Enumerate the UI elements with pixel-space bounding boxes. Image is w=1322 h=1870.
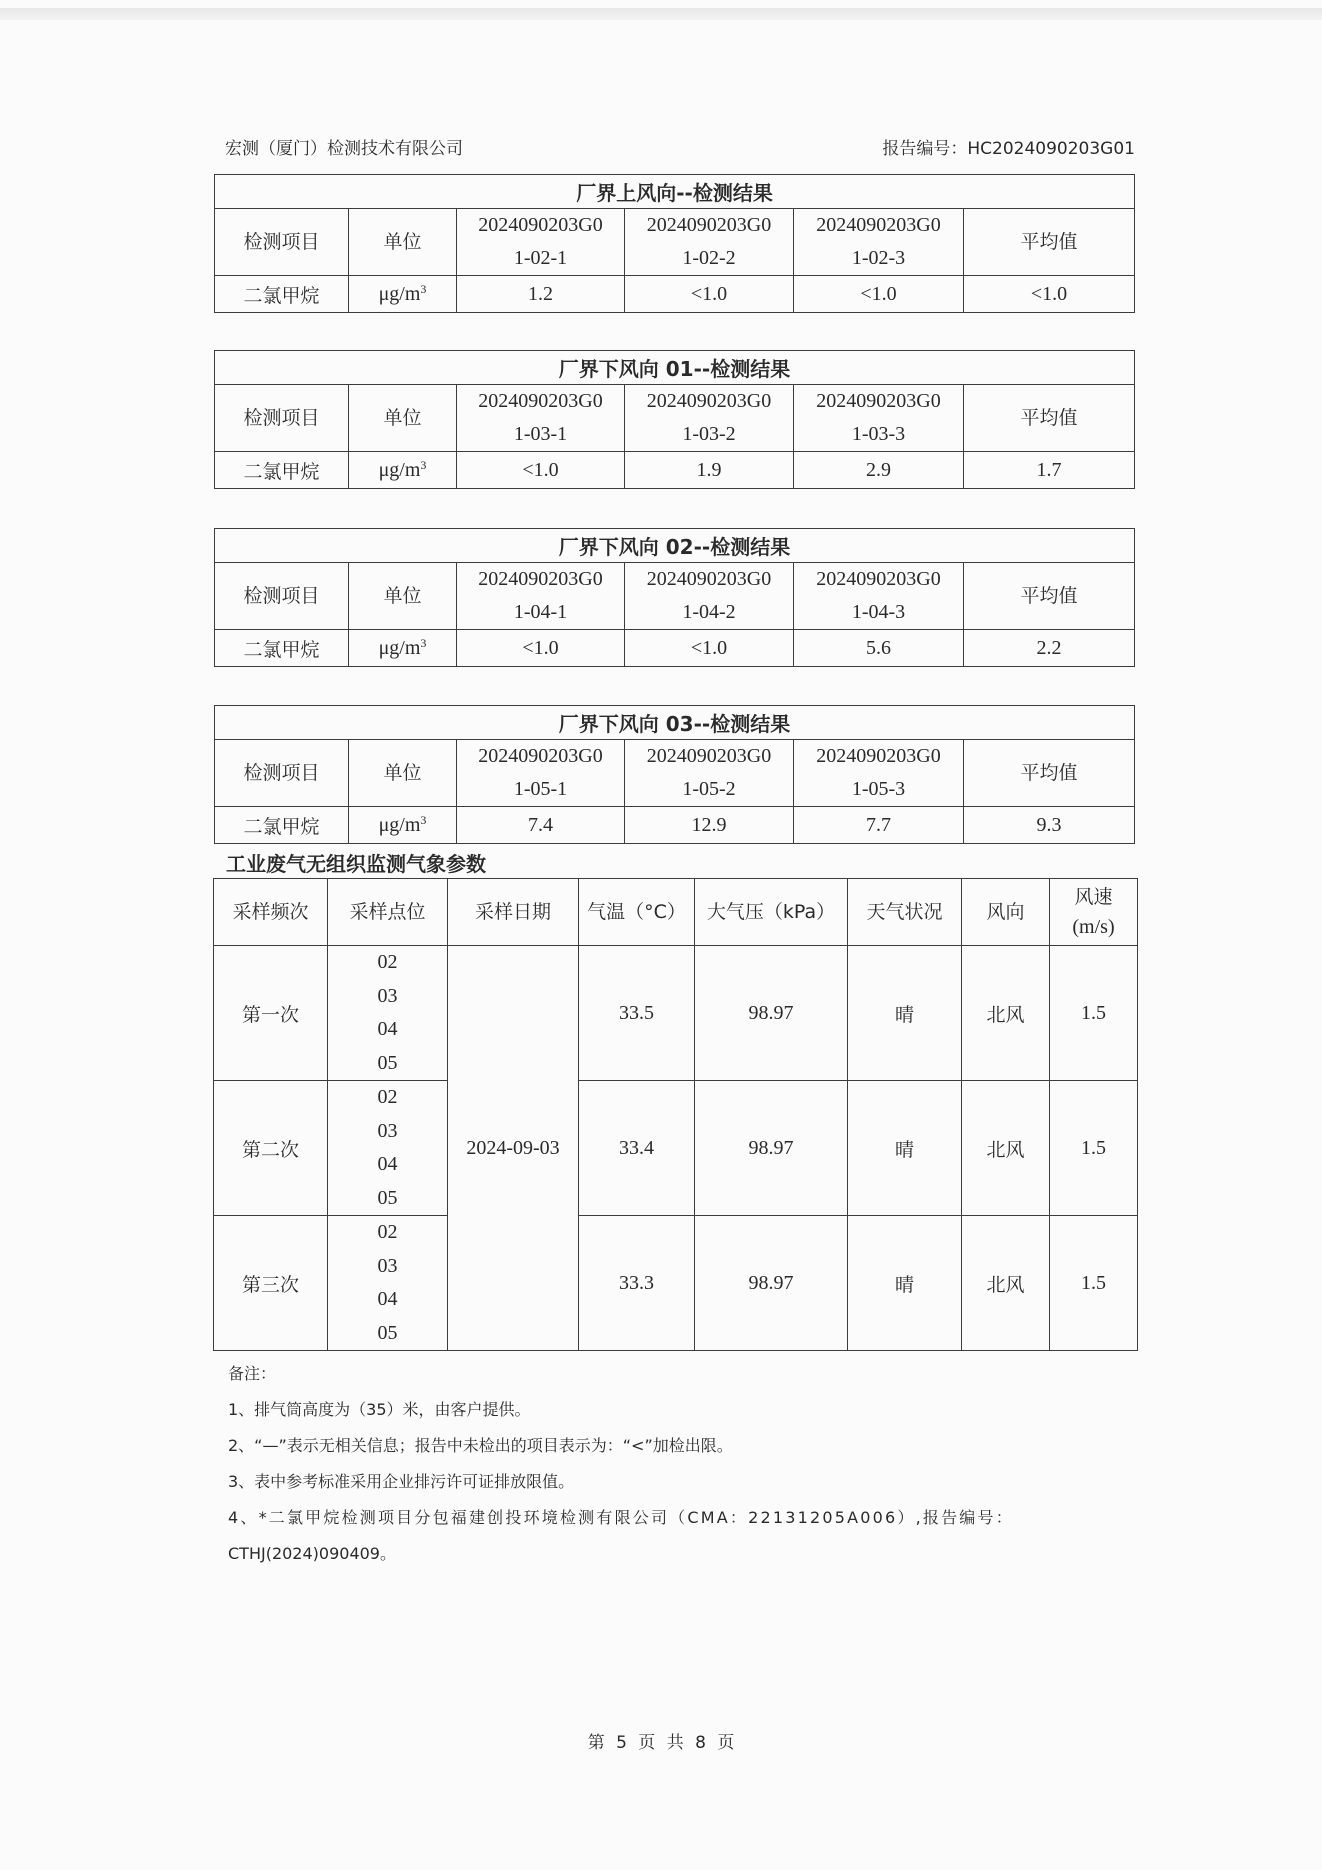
average-value: 9.3 (964, 807, 1135, 844)
unit: $\mu g/m^3$ (349, 276, 457, 313)
table-row (215, 630, 1135, 667)
wind-direction: 北风 (962, 1216, 1050, 1351)
result-table-downwind-01 (214, 350, 1135, 489)
result-table-downwind-03 (214, 705, 1135, 844)
header-condition: 天气状况 (848, 879, 962, 946)
company-name: 宏测（厦门）检测技术有限公司 (225, 139, 463, 159)
value-2: <1.0 (625, 630, 794, 667)
value-1: <1.0 (457, 452, 625, 489)
header-unit: 单位 (349, 740, 457, 807)
header-item: 检测项目 (215, 209, 349, 276)
weather-condition: 晴 (848, 1081, 962, 1216)
value-1: <1.0 (457, 630, 625, 667)
header-point: 采样点位 (328, 879, 448, 946)
section-title-weather: 工业废气无组织监测气象参数 (226, 852, 486, 876)
value-3: <1.0 (794, 276, 964, 313)
header-pressure: 大气压（kPa） (695, 879, 848, 946)
table-row (215, 807, 1135, 844)
notes-title: 备注： (228, 1364, 277, 1383)
header-sample-2: 2024090203G0 1-05-2 (625, 740, 794, 807)
header-sample-1: 2024090203G0 1-05-1 (457, 740, 625, 807)
weather-table (213, 878, 1138, 1351)
page-header (225, 134, 1135, 160)
header-sample-3: 2024090203G0 1-03-3 (794, 385, 964, 452)
weather-condition: 晴 (848, 946, 962, 1081)
notes (228, 1356, 1148, 1572)
value-3: 2.9 (794, 452, 964, 489)
unit: $\mu g/m^3$ (349, 807, 457, 844)
header-frequency: 采样频次 (214, 879, 328, 946)
item-name: 二氯甲烷 (215, 276, 349, 313)
table-title: 厂界下风向 01--检测结果 (215, 351, 1135, 385)
header-item: 检测项目 (215, 740, 349, 807)
average-value: 1.7 (964, 452, 1135, 489)
item-name: 二氯甲烷 (215, 452, 349, 489)
value-1: 7.4 (457, 807, 625, 844)
header-unit: 单位 (349, 209, 457, 276)
pressure: 98.97 (695, 1216, 848, 1351)
temperature: 33.5 (579, 946, 695, 1081)
header-unit: 单位 (349, 563, 457, 630)
header-sample-3: 2024090203G0 1-02-3 (794, 209, 964, 276)
table-row (214, 1216, 1138, 1351)
header-item: 检测项目 (215, 385, 349, 452)
header-sample-1: 2024090203G0 1-04-1 (457, 563, 625, 630)
temperature: 33.4 (579, 1081, 695, 1216)
note-item: 1、排气筒高度为（35）米，由客户提供。 (228, 1400, 531, 1419)
sampling-points: 02 03 04 05 (328, 1081, 448, 1216)
pressure: 98.97 (695, 946, 848, 1081)
header-average: 平均值 (964, 563, 1135, 630)
page-number: 第 5 页 共 8 页 (587, 1733, 735, 1753)
header-average: 平均值 (964, 385, 1135, 452)
wind-speed: 1.5 (1050, 1081, 1138, 1216)
temperature: 33.3 (579, 1216, 695, 1351)
value-2: <1.0 (625, 276, 794, 313)
header-wind-speed: 风速 (m/s) (1050, 879, 1138, 946)
header-sample-1: 2024090203G0 1-03-1 (457, 385, 625, 452)
average-value: 2.2 (964, 630, 1135, 667)
report-number: 报告编号：HC2024090203G01 (882, 139, 1135, 159)
header-sample-3: 2024090203G0 1-04-3 (794, 563, 964, 630)
sampling-points: 02 03 04 05 (328, 1216, 448, 1351)
table-row (214, 946, 1138, 1081)
header-item: 检测项目 (215, 563, 349, 630)
table-title: 厂界下风向 03--检测结果 (215, 706, 1135, 740)
frequency: 第一次 (214, 946, 328, 1081)
weather-condition: 晴 (848, 1216, 962, 1351)
wind-speed: 1.5 (1050, 1216, 1138, 1351)
wind-direction: 北风 (962, 1081, 1050, 1216)
wind-speed: 1.5 (1050, 946, 1138, 1081)
item-name: 二氯甲烷 (215, 630, 349, 667)
frequency: 第二次 (214, 1081, 328, 1216)
note-item: 4、*二氯甲烷检测项目分包福建创投环境检测有限公司（CMA：22131205A006）,报告编号： (228, 1508, 1014, 1527)
header-average: 平均值 (964, 209, 1135, 276)
note-item: 3、表中参考标准采用企业排污许可证排放限值。 (228, 1472, 575, 1491)
value-2: 1.9 (625, 452, 794, 489)
sampling-points: 02 03 04 05 (328, 946, 448, 1081)
unit: $\mu g/m^3$ (349, 630, 457, 667)
header-date: 采样日期 (448, 879, 579, 946)
value-2: 12.9 (625, 807, 794, 844)
scan-edge (0, 8, 1322, 20)
frequency: 第三次 (214, 1216, 328, 1351)
header-unit: 单位 (349, 385, 457, 452)
header-sample-1: 2024090203G0 1-02-1 (457, 209, 625, 276)
value-3: 7.7 (794, 807, 964, 844)
table-row (215, 276, 1135, 313)
table-title: 厂界下风向 02--检测结果 (215, 529, 1135, 563)
value-1: 1.2 (457, 276, 625, 313)
pressure: 98.97 (695, 1081, 848, 1216)
header-temperature: 气温（°C） (579, 879, 695, 946)
table-row (215, 452, 1135, 489)
unit: $\mu g/m^3$ (349, 452, 457, 489)
table-title: 厂界上风向--检测结果 (215, 175, 1135, 209)
header-sample-2: 2024090203G0 1-02-2 (625, 209, 794, 276)
result-table-upwind (214, 174, 1135, 313)
item-name: 二氯甲烷 (215, 807, 349, 844)
value-3: 5.6 (794, 630, 964, 667)
sampling-date: 2024-09-03 (448, 946, 579, 1351)
header-average: 平均值 (964, 740, 1135, 807)
note-item: CTHJ(2024)090409。 (228, 1544, 396, 1563)
header-sample-2: 2024090203G0 1-04-2 (625, 563, 794, 630)
header-sample-3: 2024090203G0 1-05-3 (794, 740, 964, 807)
header-sample-2: 2024090203G0 1-03-2 (625, 385, 794, 452)
wind-direction: 北风 (962, 946, 1050, 1081)
header-wind-direction: 风向 (962, 879, 1050, 946)
note-item: 2、“—”表示无相关信息；报告中未检出的项目表示为：“<”加检出限。 (228, 1436, 733, 1455)
average-value: <1.0 (964, 276, 1135, 313)
result-table-downwind-02 (214, 528, 1135, 667)
table-row (214, 1081, 1138, 1216)
